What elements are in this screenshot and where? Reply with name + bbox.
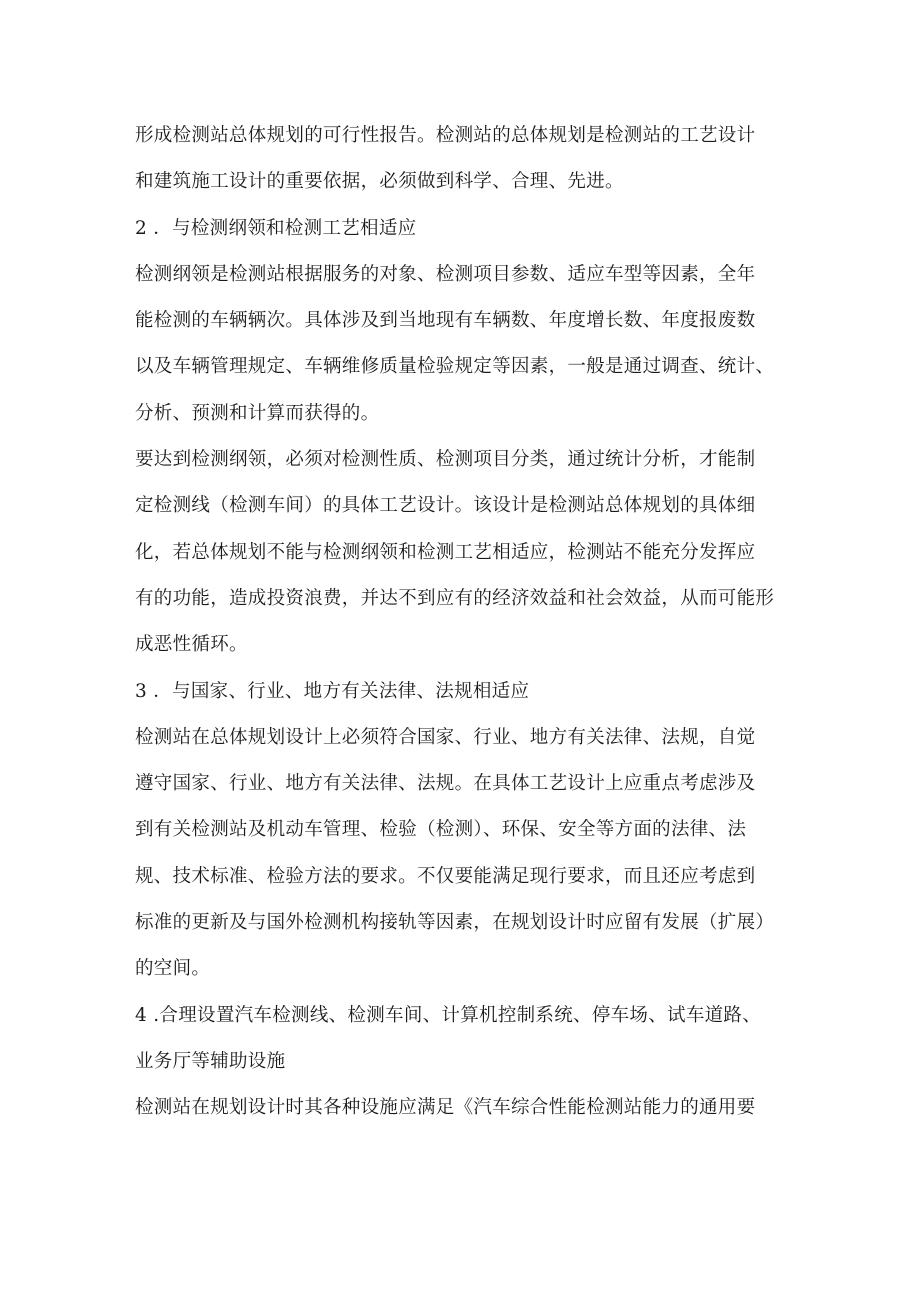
section-heading-4-cont: 业务厅等辅助设施	[135, 1050, 286, 1072]
text-line: 以及车辆管理规定、车辆维修质量检验规定等因素，一般是通过调查、统计、	[135, 356, 775, 378]
text-line: 定检测线（检测车间）的具体工艺设计。该设计是检测站总体规划的具体细	[135, 495, 756, 517]
text-line: 检测站在总体规划设计上必须符合国家、行业、地方有关法律、法规，自觉	[135, 726, 756, 748]
text-line: 和建筑施工设计的重要依据，必须做到科学、合理、先进。	[135, 171, 624, 193]
body-text	[135, 113, 795, 1132]
text-line: 标准的更新及与国外检测机构接轨等因素，在规划设计时应留有发展（扩展）	[135, 912, 775, 934]
text-line: 到有关检测站及机动车管理、检验（检测）、环保、安全等方面的法律、法	[135, 819, 747, 841]
text-line: 遵守国家、行业、地方有关法律、法规。在具体工艺设计上应重点考虑涉及	[135, 773, 756, 795]
text-line: 检测站在规划设计时其各种设施应满足《汽车综合性能检测站能力的通用要	[135, 1097, 756, 1119]
text-line: 检测纲领是检测站根据服务的对象、检测项目参数、适应车型等因素，全年	[135, 263, 756, 285]
text-line: 能检测的车辆辆次。具体涉及到当地现有车辆数、年度增长数、年度报废数	[135, 310, 756, 332]
text-line: 有的功能，造成投资浪费，并达不到应有的经济效益和社会效益，从而可能形	[135, 587, 775, 609]
section-heading-3: 3 ．与国家、行业、地方有关法律、法规相适应	[135, 680, 530, 702]
text-line: 的空间。	[135, 958, 211, 980]
text-line: 化，若总体规划不能与检测纲领和检测工艺相适应，检测站不能充分发挥应	[135, 541, 756, 563]
text-line: 成恶性循环。	[135, 634, 248, 656]
text-line: 形成检测站总体规划的可行性报告。检测站的总体规划是检测站的工艺设计	[135, 125, 756, 146]
section-heading-2: 2 ．与检测纲领和检测工艺相适应	[135, 217, 417, 239]
text-line: 规、技术标准、检验方法的要求。不仅要能满足现行要求，而且还应考虑到	[135, 865, 756, 887]
text-line: 要达到检测纲领，必须对检测性质、检测项目分类，通过统计分析，才能制	[135, 449, 756, 471]
section-heading-4: 4 .合理设置汽车检测线、检测车间、计算机控制系统、停车场、试车道路、	[135, 1004, 762, 1026]
text-line: 分析、预测和计算而获得的。	[135, 402, 380, 424]
